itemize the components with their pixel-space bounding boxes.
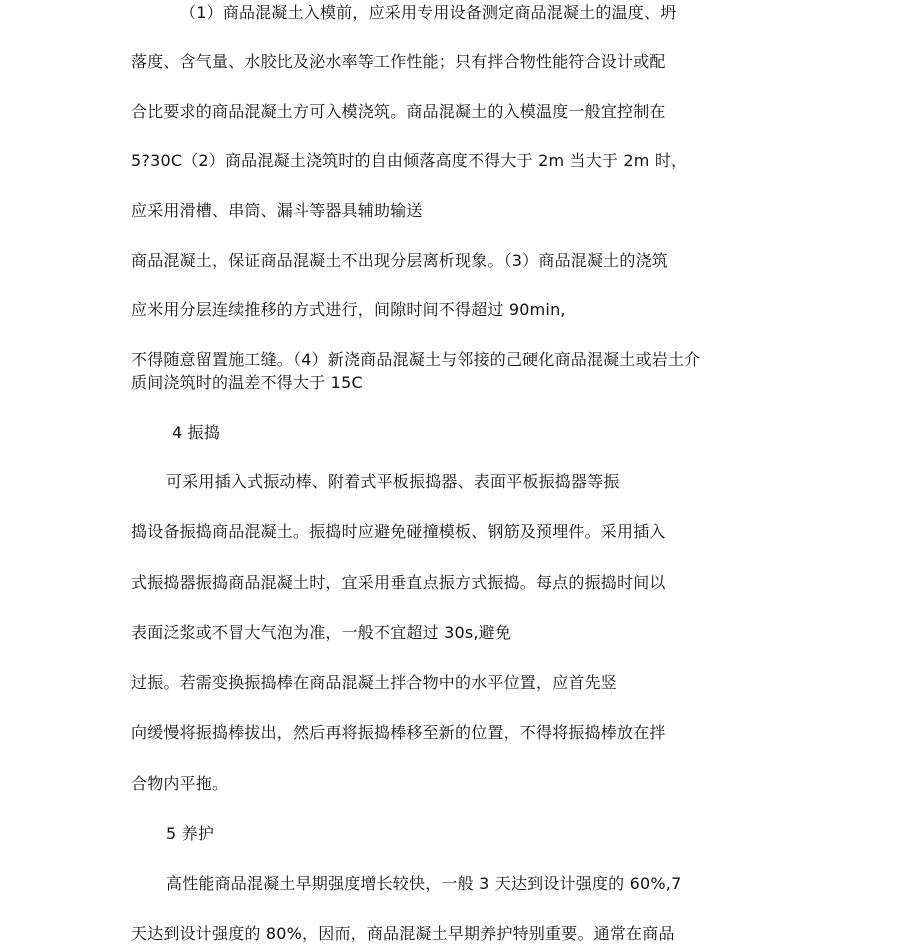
paragraph-line: 合物内平拖。	[131, 774, 229, 793]
section-heading: 5 养护	[166, 824, 215, 843]
paragraph-line: 质间浇筑时的温差不得大于 15C	[131, 373, 363, 392]
paragraph-line: 合比要求的商品混凝土方可入模浇筑。商品混凝土的入模温度一般宜控制在	[131, 102, 666, 121]
paragraph-line: 应采用滑槽、串筒、漏斗等器具辅助输送	[131, 201, 423, 220]
section-heading: 4 振捣	[172, 423, 221, 442]
paragraph-line: 向缓慢将振捣棒拔出，然后再将振捣棒移至新的位置，不得将振捣棒放在拌	[131, 723, 666, 742]
paragraph-line: 5?30C（2）商品混凝土浇筑时的自由倾落高度不得大于 2m 当大于 2m 时，	[131, 151, 688, 170]
paragraph-line: 天达到设计强度的 80%，因而，商品混凝土早期养护特别重要。通常在商品	[131, 924, 675, 943]
paragraph-line: 不得随意留置施工缝。（4）新浇商品混凝土与邻接的己硬化商品混凝土或岩土介	[131, 350, 701, 369]
paragraph-line: 可采用插入式振动棒、附着式平板振捣器、表面平板振捣器等振	[166, 472, 620, 491]
paragraph-line: 式振捣器振捣商品混凝土时，宜采用垂直点振方式振捣。每点的振捣时间以	[131, 573, 666, 592]
paragraph-line: 捣设备振捣商品混凝土。振捣时应避免碰撞模板、钢筋及预埋件。采用插入	[131, 522, 666, 541]
paragraph-line: 商品混凝土，保证商品混凝土不出现分层离析现象。（3）商品混凝土的浇筑	[131, 251, 668, 270]
paragraph-line: 过振。若需变换振捣棒在商品混凝土拌合物中的水平位置，应首先竖	[131, 673, 618, 692]
paragraph-line: （1）商品混凝土入模前，应采用专用设备测定商品混凝土的温度、坍	[180, 3, 677, 22]
paragraph-line: 高性能商品混凝土早期强度增长较快，一般 3 天达到设计强度的 60%,7	[166, 874, 682, 893]
paragraph-line: 落度、含气量、水胶比及泌水率等工作性能；只有拌合物性能符合设计或配	[131, 52, 666, 71]
paragraph-line: 表面泛浆或不冒大气泡为准，一般不宜超过 30s,避免	[131, 623, 512, 642]
paragraph-line: 应米用分层连续推移的方式进行，间隙时间不得超过 90min,	[131, 300, 566, 319]
